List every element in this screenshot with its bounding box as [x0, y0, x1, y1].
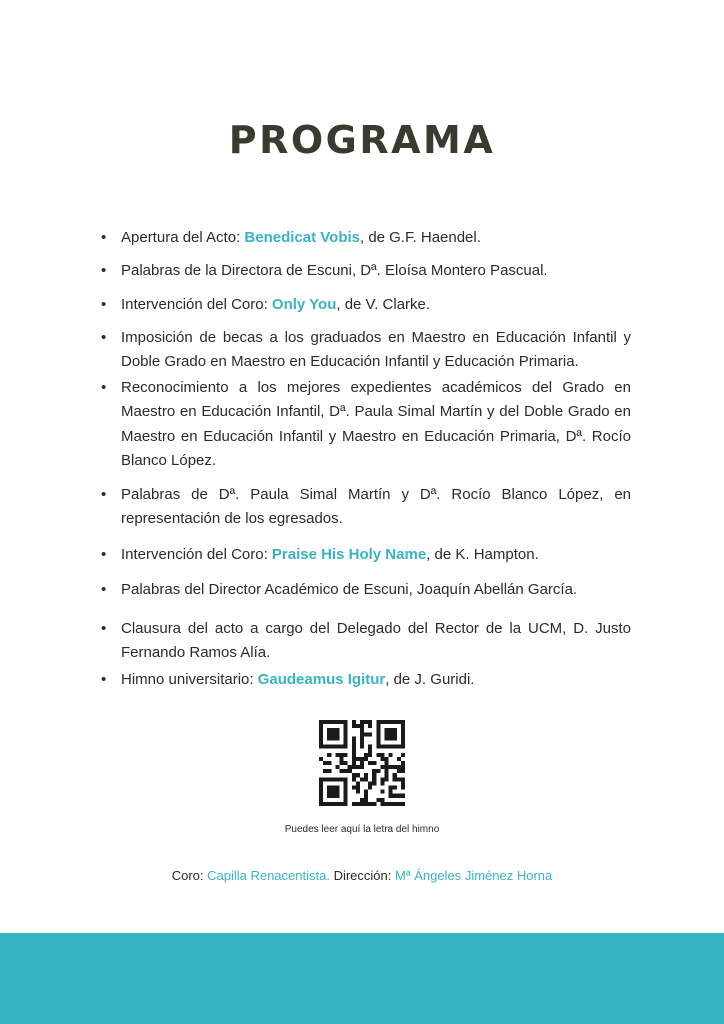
program-item-7	[101, 543, 631, 567]
program-item-text: Imposición de becas a los graduados en Maestro en Educación Infantil y Doble Grado en Maestro en Educación Infantil y Educación Primaria.	[121, 329, 631, 371]
program-item-8	[101, 578, 631, 602]
program-item-text: Himno universitario: Gaudeamus Igitur, de J. Guridi.	[121, 671, 475, 688]
program-item-text: Palabras del Director Académico de Escuni, Joaquín Abellán García.	[121, 581, 578, 598]
direction-label: Dirección:	[329, 868, 395, 883]
program-item-text: Palabras de la Directora de Escuni, Dª. Eloísa Montero Pascual.	[121, 262, 548, 279]
program-item-4	[101, 326, 631, 375]
footer-bar	[0, 933, 724, 1024]
program-item-6	[101, 483, 631, 532]
program-item-text: Apertura del Acto: Benedicat Vobis, de G.F. Haendel.	[121, 229, 481, 246]
bullet-icon: •	[101, 671, 107, 688]
bullet-icon: •	[101, 229, 107, 246]
program-item-text: Intervención del Coro: Only You, de V. Clarke.	[121, 296, 431, 313]
bullet-icon: •	[101, 620, 107, 637]
program-item-text: Intervención del Coro: Praise His Holy Name, de K. Hampton.	[121, 546, 539, 563]
program-item-text: Palabras de Dª. Paula Simal Martín y Dª. Rocío Blanco López, en representación de los egresados.	[121, 486, 631, 528]
work-title: Praise His Holy Name	[271, 546, 427, 563]
director-name: Mª Ángeles Jiménez Horna	[395, 868, 553, 883]
program-item-text: Clausura del acto a cargo del Delegado del Rector de la UCM, D. Justo Fernando Ramos Alía.	[121, 620, 631, 662]
bullet-icon: •	[101, 379, 107, 396]
qr-caption: Puedes leer aquí la letra del himno	[284, 824, 440, 835]
page-title: PROGRAMA	[228, 118, 496, 162]
program-item-2	[101, 259, 631, 283]
program-item-10	[101, 668, 631, 692]
program-item-1	[101, 226, 631, 250]
choir-credits	[0, 868, 724, 883]
qr-code-icon[interactable]	[319, 720, 405, 806]
work-title: Gaudeamus Igitur	[257, 671, 386, 688]
bullet-icon: •	[101, 329, 107, 346]
program-item-3	[101, 293, 631, 317]
work-title: Only You	[271, 296, 337, 313]
bullet-icon: •	[101, 546, 107, 563]
work-title: Benedicat Vobis	[244, 229, 360, 246]
bullet-icon: •	[101, 262, 107, 279]
choir-label: Coro:	[171, 868, 208, 883]
program-item-5	[101, 376, 631, 474]
program-item-9	[101, 617, 631, 666]
bullet-icon: •	[101, 296, 107, 313]
choir-name: Capilla Renacentista.	[207, 868, 330, 883]
bullet-icon: •	[101, 581, 107, 598]
bullet-icon: •	[101, 486, 107, 503]
program-item-text: Reconocimiento a los mejores expedientes académicos del Grado en Maestro en Educación Infantil, Dª. Paula Simal Martín y del Doble Grado en Maestro en Educación Infantil y Maestro en Educación Primaria, Dª. Rocío Blanco López.	[121, 379, 631, 470]
